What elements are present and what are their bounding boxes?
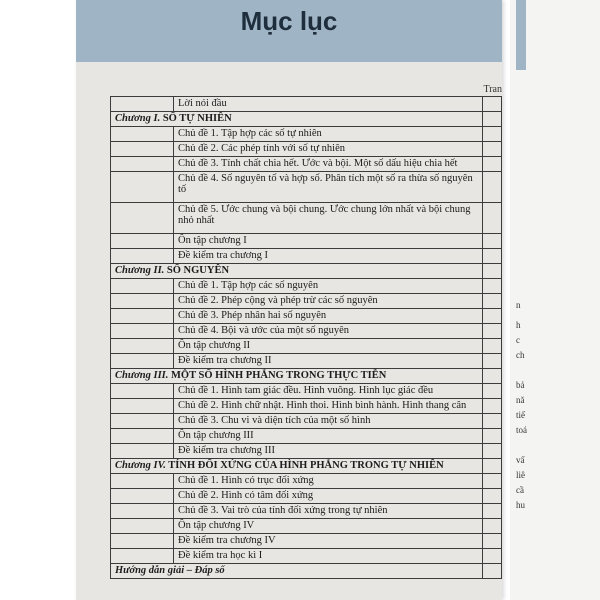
chapter-prefix: Chương III. [115, 370, 169, 381]
chapter-prefix: Hướng dẫn giải – Đáp số [115, 565, 225, 576]
toc-row [111, 279, 502, 294]
indent-cell [111, 519, 174, 534]
toc-row [111, 97, 502, 112]
page-number-cell [483, 534, 502, 549]
indent-cell [111, 234, 174, 249]
chapter-title: MỘT SỐ HÌNH PHẲNG TRONG THỰC TIỄN [168, 370, 387, 381]
adjacent-page-text: hu [516, 500, 525, 510]
indent-cell [111, 489, 174, 504]
page-title: Mục lục [240, 6, 338, 36]
indent-cell [111, 354, 174, 369]
page-number-cell [483, 489, 502, 504]
adjacent-page-header-band [516, 0, 526, 70]
toc-row [111, 534, 502, 549]
toc-row [111, 414, 502, 429]
toc-row [111, 309, 502, 324]
toc-row [111, 399, 502, 414]
toc-entry-label: Đề kiểm tra chương IV [174, 534, 483, 549]
toc-entry-label: Ôn tập chương III [174, 429, 483, 444]
page-number-cell [483, 127, 502, 142]
page-number-cell [483, 369, 502, 384]
page-number-cell [483, 203, 502, 234]
toc-entry-label: Chủ đề 2. Các phép tính với số tự nhiên [174, 142, 483, 157]
adjacent-page-text: cầ [516, 485, 524, 495]
chapter-title: TÍNH ĐỐI XỨNG CỦA HÌNH PHẲNG TRONG TỰ NHIÊN [165, 460, 444, 471]
toc-row [111, 444, 502, 459]
adjacent-page [510, 0, 600, 600]
toc-entry-label: Chủ đề 1. Tập hợp các số tự nhiên [174, 127, 483, 142]
toc-entry-label: Chủ đề 3. Vai trò của tính đối xứng trong tự nhiên [174, 504, 483, 519]
toc-entry-label: Chủ đề 4. Bội và ước của một số nguyên [174, 324, 483, 339]
toc-row [111, 203, 502, 234]
toc-row [111, 504, 502, 519]
toc-entry-label: Đề kiểm tra học kì I [174, 549, 483, 564]
toc-entry-label: Chủ đề 1. Hình có trục đối xứng [174, 474, 483, 489]
indent-cell [111, 339, 174, 354]
adjacent-page-text: nă [516, 395, 525, 405]
page-number-cell [483, 354, 502, 369]
toc-row [111, 549, 502, 564]
page-number-cell [483, 564, 502, 579]
chapter-heading [111, 264, 483, 279]
indent-cell [111, 97, 174, 112]
toc-row [111, 172, 502, 203]
indent-cell [111, 534, 174, 549]
indent-cell [111, 249, 174, 264]
page-number-cell [483, 504, 502, 519]
adjacent-page-text: bả [516, 380, 525, 390]
toc-entry-label: Lời nói đầu [174, 97, 483, 112]
indent-cell [111, 127, 174, 142]
page-number-cell [483, 399, 502, 414]
toc-entry-label: Chủ đề 4. Số nguyên tố và hợp số. Phân tích một số ra thừa số nguyên tố [174, 172, 483, 203]
toc-entry-label: Chủ đề 1. Tập hợp các số nguyên [174, 279, 483, 294]
chapter-prefix: Chương I. [115, 113, 161, 124]
chapter-heading [111, 564, 483, 579]
indent-cell [111, 142, 174, 157]
toc-row [111, 564, 502, 579]
indent-cell [111, 444, 174, 459]
toc-row [111, 354, 502, 369]
page-column-header: Tran [483, 84, 502, 95]
indent-cell [111, 384, 174, 399]
page-number-cell [483, 157, 502, 172]
adjacent-page-text: toá [516, 425, 527, 435]
toc-row [111, 234, 502, 249]
page-number-cell [483, 444, 502, 459]
page-number-cell [483, 294, 502, 309]
toc-row [111, 519, 502, 534]
toc-entry-label: Chủ đề 5. Ước chung và bội chung. Ước chung lớn nhất và bội chung nhỏ nhất [174, 203, 483, 234]
indent-cell [111, 474, 174, 489]
page-number-cell [483, 519, 502, 534]
toc-entry-label: Chủ đề 1. Hình tam giác đều. Hình vuông. Hình lục giác đều [174, 384, 483, 399]
toc-row [111, 294, 502, 309]
toc-entry-label: Ôn tập chương II [174, 339, 483, 354]
page-number-cell [483, 97, 502, 112]
indent-cell [111, 203, 174, 234]
page-header-band [76, 0, 502, 62]
toc-entry-label: Ôn tập chương I [174, 234, 483, 249]
page-number-cell [483, 429, 502, 444]
chapter-heading [111, 369, 483, 384]
page-number-cell [483, 112, 502, 127]
indent-cell [111, 279, 174, 294]
toc-row [111, 142, 502, 157]
toc-entry-label: Ôn tập chương IV [174, 519, 483, 534]
chapter-title: SỐ TỰ NHIÊN [160, 113, 232, 124]
page-number-cell [483, 264, 502, 279]
toc-row [111, 429, 502, 444]
page-number-cell [483, 384, 502, 399]
toc-entry-label: Chủ đề 3. Tính chất chia hết. Ước và bội. Một số dấu hiệu chia hết [174, 157, 483, 172]
toc-row [111, 459, 502, 474]
toc-row [111, 157, 502, 172]
page-number-cell [483, 414, 502, 429]
chapter-prefix: Chương IV. [115, 460, 166, 471]
indent-cell [111, 157, 174, 172]
indent-cell [111, 549, 174, 564]
indent-cell [111, 172, 174, 203]
toc-entry-label: Đề kiểm tra chương III [174, 444, 483, 459]
page-number-cell [483, 249, 502, 264]
toc-entry-label: Chủ đề 2. Phép cộng và phép trừ các số nguyên [174, 294, 483, 309]
page-number-cell [483, 324, 502, 339]
page-number-cell [483, 459, 502, 474]
page-number-cell [483, 474, 502, 489]
toc-row [111, 249, 502, 264]
toc-row [111, 384, 502, 399]
indent-cell [111, 309, 174, 324]
adjacent-page-text: tiế [516, 410, 525, 420]
indent-cell [111, 429, 174, 444]
chapter-title: SỐ NGUYÊN [164, 265, 230, 276]
toc-row [111, 112, 502, 127]
page-number-cell [483, 549, 502, 564]
adjacent-page-text: n [516, 300, 521, 310]
indent-cell [111, 414, 174, 429]
book-page [76, 0, 502, 600]
toc-row [111, 127, 502, 142]
adjacent-page-text: h [516, 320, 521, 330]
toc-entry-label: Đề kiểm tra chương I [174, 249, 483, 264]
toc-entry-label: Chủ đề 3. Chu vi và diện tích của một số hình [174, 414, 483, 429]
adjacent-page-text: vấ [516, 455, 525, 465]
toc-entry-label: Đề kiểm tra chương II [174, 354, 483, 369]
indent-cell [111, 399, 174, 414]
toc-row [111, 474, 502, 489]
chapter-prefix: Chương II. [115, 265, 165, 276]
adjacent-page-text: liê [516, 470, 525, 480]
chapter-heading [111, 112, 483, 127]
toc-row [111, 489, 502, 504]
chapter-heading [111, 459, 483, 474]
adjacent-page-text: c [516, 335, 520, 345]
page-number-cell [483, 142, 502, 157]
page-number-cell [483, 279, 502, 294]
indent-cell [111, 324, 174, 339]
page-number-cell [483, 309, 502, 324]
indent-cell [111, 504, 174, 519]
toc-row [111, 369, 502, 384]
page-number-cell [483, 172, 502, 203]
indent-cell [111, 294, 174, 309]
toc-row [111, 324, 502, 339]
adjacent-page-text: ch [516, 350, 525, 360]
page-number-cell [483, 339, 502, 354]
toc-row [111, 264, 502, 279]
toc-entry-label: Chủ đề 2. Hình có tâm đối xứng [174, 489, 483, 504]
toc-entry-label: Chủ đề 2. Hình chữ nhật. Hình thoi. Hình bình hành. Hình thang cân [174, 399, 483, 414]
toc-entry-label: Chủ đề 3. Phép nhân hai số nguyên [174, 309, 483, 324]
toc-row [111, 339, 502, 354]
table-of-contents [110, 96, 502, 579]
page-number-cell [483, 234, 502, 249]
